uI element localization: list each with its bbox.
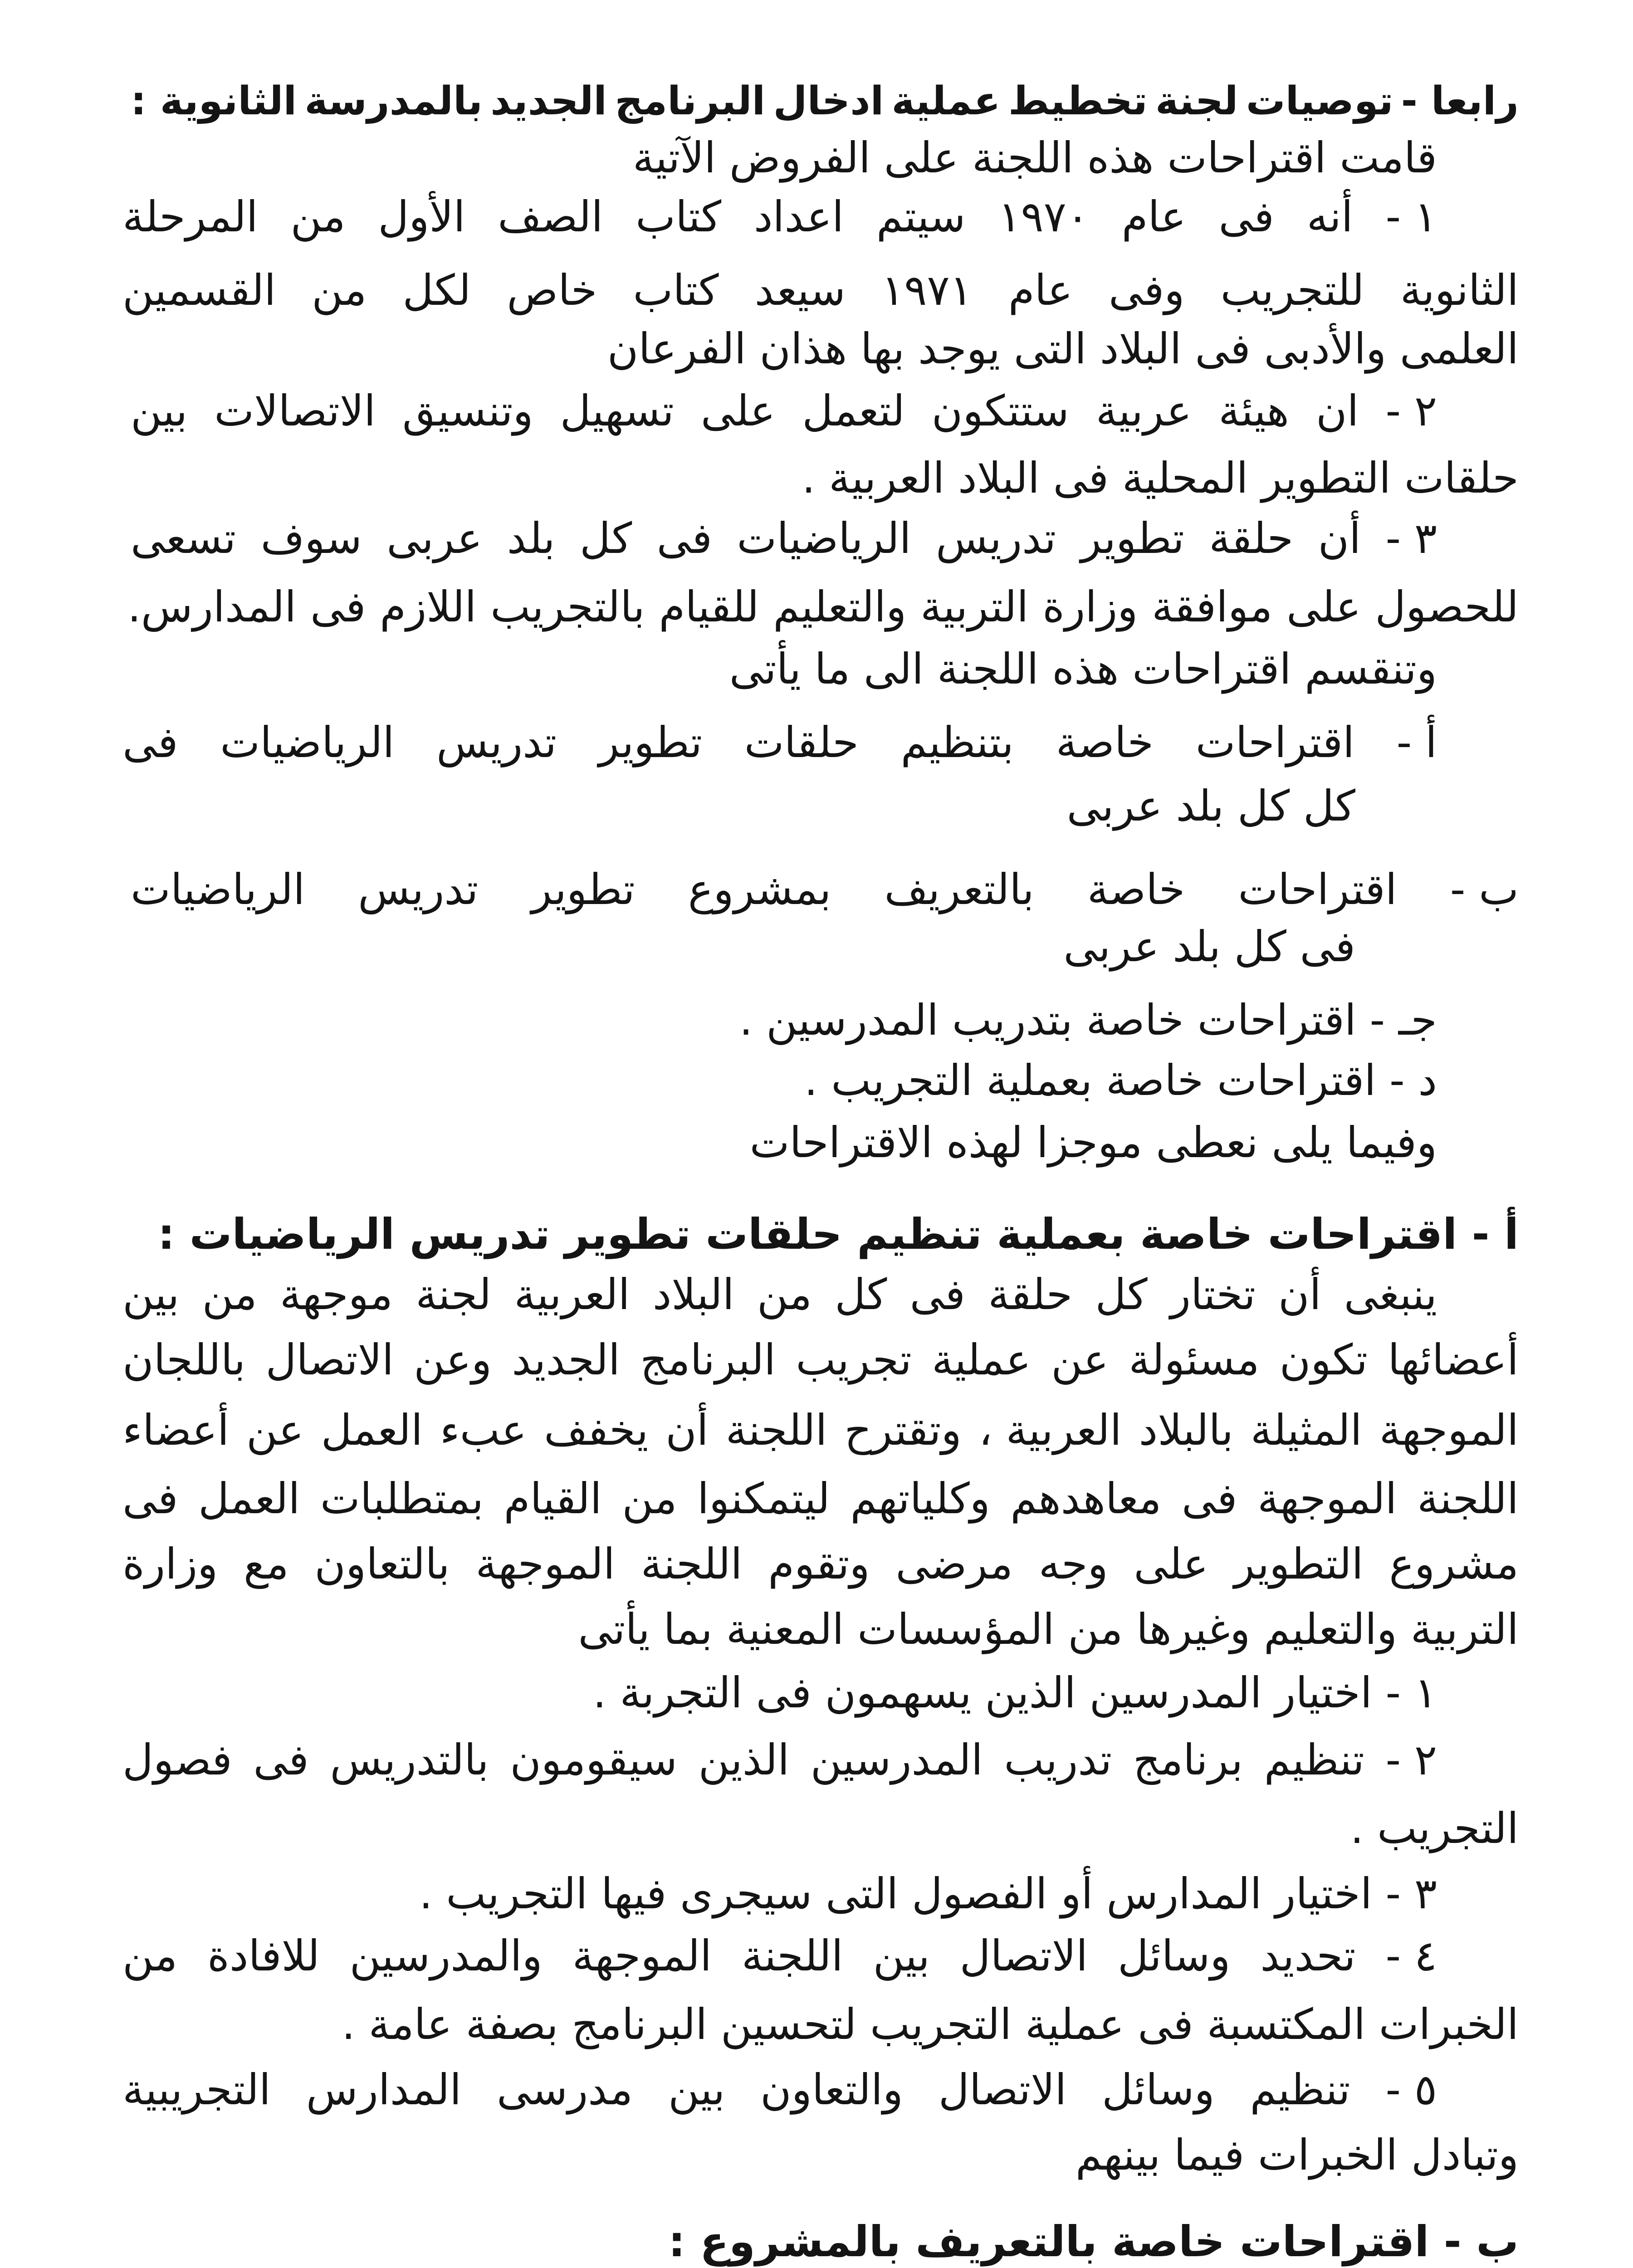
word: حلقة [988, 1270, 1073, 1320]
word: البلاد [652, 1270, 734, 1320]
word: فصول [122, 1735, 232, 1785]
word: أ - [1396, 718, 1437, 767]
section-a-item-4-line-1 [122, 1924, 1437, 1989]
divisions-intro: وتنقسم اقتراحات هذه اللجنة الى ما يأتى [729, 645, 1437, 694]
word: لجنة [416, 1270, 492, 1320]
word: وتنسيق [402, 386, 533, 436]
section-a-item-3: ٣ - اختيار المدارس أو الفصول التى سيجرى فيها التجريب . [419, 1869, 1437, 1919]
word: العربية ، [978, 1406, 1122, 1455]
division-a-line-2: كل كل بلد عربى [1066, 782, 1355, 831]
section-a-item-2-line-1 [122, 1728, 1437, 1793]
word: اللجنة [741, 1931, 843, 1981]
word: الجديد [490, 78, 607, 124]
word: الرياضيات [220, 718, 395, 767]
word: بالتدريس [330, 1735, 489, 1785]
section-a-paragraph-line-2 [122, 1328, 1519, 1393]
word: بالمدرسة [304, 78, 483, 124]
word: ٢ - [1385, 386, 1437, 436]
word: فى [253, 1735, 309, 1785]
word: ١٩٧١ [881, 266, 973, 315]
word: المثيلة [1250, 1406, 1362, 1455]
word: الصف [498, 192, 603, 242]
word: حلقة [1209, 514, 1294, 563]
word: للحصول [1375, 582, 1519, 632]
word: عربية [1095, 386, 1192, 436]
word: ادخال [773, 78, 884, 124]
word: ستتكون [931, 386, 1069, 436]
word: فى [122, 1474, 178, 1524]
word: لتعمل [802, 386, 905, 436]
word: عن [1051, 1335, 1109, 1385]
word: تخطيط [1008, 78, 1148, 124]
word: مشروع [1389, 1540, 1519, 1589]
word: على [700, 386, 776, 436]
word: لكل [402, 266, 471, 315]
word: وتقوم [768, 1540, 870, 1589]
section-a-item-4-line-2: الخبرات المكتسبة فى عملية التجريب لتحسين البرنامج بصفة عامة . [342, 2000, 1519, 2049]
word: معاهدهم [1010, 1474, 1162, 1524]
word: للافادة [207, 1931, 320, 1981]
word: المدارس. [127, 582, 297, 632]
section-a-item-5-line-1 [122, 2058, 1437, 2123]
word: بالبلاد [1139, 1406, 1233, 1455]
assumption-3-line-1 [131, 506, 1437, 572]
word: تدريب [1004, 1735, 1112, 1785]
word: فى [122, 718, 178, 767]
word: بتنظيم [900, 718, 1014, 767]
word: كل [835, 1270, 887, 1320]
word: ب - [1450, 865, 1519, 914]
assumption-2-line-2: حلقات التطوير المحلية فى البلاد العربية . [802, 454, 1519, 503]
word: عام [1121, 192, 1186, 242]
word: من [202, 1270, 257, 1320]
word: الموجهة [475, 1540, 615, 1589]
word: والمدرسين [349, 1931, 543, 1981]
word: الرياضيات [737, 514, 911, 563]
assumption-3-line-2 [127, 575, 1519, 640]
word: تطوير [1081, 514, 1184, 563]
word: عربى [386, 514, 483, 563]
word: من [312, 266, 367, 315]
division-a-line-1 [122, 710, 1437, 776]
word: من [290, 192, 346, 242]
word: والتعليم [773, 582, 907, 632]
word: أن [1278, 1270, 1321, 1320]
word: اللجنة [640, 1540, 743, 1589]
word: الاتصالات [214, 386, 376, 436]
word: تدريس [935, 514, 1056, 563]
word: موجهة [279, 1270, 393, 1320]
word: تسعى [131, 514, 236, 563]
word: وزارة [1042, 582, 1138, 632]
word: على [1286, 582, 1361, 632]
word: الموجهة [1257, 1474, 1397, 1524]
word: وسائل [1102, 2065, 1215, 2115]
word: اقتراحات [1238, 865, 1397, 914]
word: أن [1318, 514, 1361, 563]
word: المدرسين [810, 1735, 983, 1785]
word: وكلياتهم [850, 1474, 990, 1524]
section-a-paragraph-line-5 [122, 1532, 1519, 1597]
word: أعضاء [122, 1406, 230, 1455]
word: وزارة [122, 1540, 218, 1589]
word: الجديد [512, 1335, 620, 1385]
word: عملية [891, 78, 1001, 124]
word: الأول [378, 192, 465, 242]
word: لجنة [1155, 78, 1238, 124]
word: يخفف [544, 1406, 649, 1455]
word: وفى [1108, 266, 1185, 315]
word: خاص [507, 266, 597, 315]
section-a-heading: أ - اقتراحات خاصة بعملية تنظيم حلقات تطوير تدريس الرياضيات : [157, 1210, 1519, 1259]
division-d-line: د - اقتراحات خاصة بعملية التجريب . [804, 1056, 1437, 1105]
word: عملية [932, 1335, 1031, 1385]
word: سوف [260, 514, 362, 563]
section-a-item-1: ١ - اختيار المدرسين الذين يسهمون فى التجربة . [593, 1668, 1437, 1718]
section-a-item-5-line-2: وتبادل الخبرات فيما بينهم [1075, 2131, 1519, 2180]
word: تختار [1170, 1270, 1256, 1320]
word: رابعا - [1401, 78, 1519, 124]
word: خاصة [1056, 718, 1154, 767]
assumption-1-line-1 [122, 185, 1437, 250]
word: مع [243, 1540, 289, 1589]
word: العمل [321, 1406, 423, 1455]
word: العربية [514, 1270, 630, 1320]
division-b-line-2: فى كل بلد عربى [1063, 922, 1355, 972]
word: عبء [440, 1406, 527, 1455]
word: الثانوية : [131, 78, 297, 124]
section-4-intro: قامت اقتراحات هذه اللجنة على الفروض الآتية [632, 133, 1437, 183]
word: بين [668, 2065, 725, 2115]
section-a-paragraph-line-1 [122, 1262, 1437, 1328]
word: القسمين [122, 266, 276, 315]
section-a-paragraph-line-3 [122, 1398, 1519, 1463]
word: موافقة [1152, 582, 1273, 632]
division-b-line-1 [131, 857, 1519, 923]
section-a-paragraph-line-4 [122, 1466, 1519, 1532]
word: الذين [698, 1735, 790, 1785]
word: تنظيم [1250, 2065, 1350, 2115]
word: كل [580, 514, 632, 563]
word: من [622, 1474, 677, 1524]
word: بالتعريف [884, 865, 1034, 914]
word: ١ - [1385, 192, 1437, 242]
word: البرنامج [640, 1335, 776, 1385]
word: ٤ - [1385, 1931, 1437, 1981]
section-4-heading [131, 68, 1519, 134]
word: برنامج [1133, 1735, 1243, 1785]
word: تنظيم [1264, 1735, 1364, 1785]
word: من [757, 1270, 812, 1320]
word: تسهيل [560, 386, 674, 436]
word: الثانوية [1400, 266, 1519, 315]
word: كتاب [636, 192, 722, 242]
word: أعضائها [1388, 1335, 1519, 1385]
word: حلقات [744, 718, 859, 767]
assumption-1-line-3: العلمى والأدبى فى البلاد التى يوجد بها هذان الفرعان [607, 324, 1519, 374]
word: المدارس [306, 2065, 462, 2115]
word: ينبغى [1344, 1270, 1437, 1320]
word: ٥ - [1385, 2065, 1437, 2115]
word: وعن [414, 1335, 492, 1385]
word: فى [1218, 192, 1274, 242]
word: وتقترح [844, 1406, 962, 1455]
word: بين [131, 386, 188, 436]
word: أنه [1306, 192, 1353, 242]
word: وسائل [1117, 1931, 1231, 1981]
word: تجريب [796, 1335, 912, 1385]
word: فى [656, 514, 713, 563]
word: مرضى [895, 1540, 1013, 1589]
word: عن [246, 1406, 304, 1455]
word: سيعد [754, 266, 846, 315]
section-a-paragraph-line-6: التربية والتعليم وغيرها من المؤسسات المعنية بما يأتى [578, 1605, 1519, 1654]
section-a-item-2-line-2: التجريب . [1350, 1804, 1519, 1853]
word: اعداد [753, 192, 844, 242]
word: أن [665, 1406, 709, 1455]
word: القيام [504, 1474, 602, 1524]
word: اللجنة [1417, 1474, 1519, 1524]
word: توصيات [1246, 78, 1393, 124]
word: ١٩٧٠ [998, 192, 1089, 242]
section-b-heading: ب - اقتراحات خاصة بالتعريف بالمشروع : [668, 2217, 1519, 2267]
word: بمتطلبات [320, 1474, 484, 1524]
word: تدريس [358, 865, 479, 914]
word: العمل [198, 1474, 300, 1524]
word: كل [1095, 1270, 1148, 1320]
word: ٢ - [1385, 1735, 1437, 1785]
word: للتجريب [1220, 266, 1364, 315]
word: للقيام [659, 582, 759, 632]
division-c-line: جـ - اقتراحات خاصة بتدريب المدرسين . [739, 996, 1437, 1045]
word: مسئولة [1129, 1335, 1260, 1385]
assumption-2-line-1 [131, 379, 1437, 444]
word: من [122, 1931, 178, 1981]
word: التجريبية [122, 2065, 271, 2115]
word: والتعاون [760, 2065, 903, 2115]
word: بين [122, 1270, 180, 1320]
word: ٣ - [1385, 514, 1437, 563]
word: فى [310, 582, 366, 632]
word: اللازم [380, 582, 477, 632]
word: الاتصال [938, 2065, 1067, 2115]
word: ان [1315, 386, 1359, 436]
word: بمشروع [688, 865, 831, 914]
word: اقتراحات [1195, 718, 1355, 767]
word: خاصة [1087, 865, 1185, 914]
word: بالتجريب [490, 582, 645, 632]
word: الموجهة [572, 1931, 712, 1981]
word: مدرسى [497, 2065, 633, 2115]
word: تطوير [531, 865, 635, 914]
summary-intro: وفيما يلى نعطى موجزا لهذه الاقتراحات [749, 1118, 1437, 1168]
word: سيقومون [510, 1735, 678, 1785]
assumption-1-line-2 [122, 258, 1519, 323]
word: الاتصال [959, 1931, 1088, 1981]
word: ليتمكنوا [697, 1474, 830, 1524]
word: الاتصال [265, 1335, 394, 1385]
word: على [1134, 1540, 1208, 1589]
word: بلد [507, 514, 555, 563]
word: باللجان [122, 1335, 246, 1385]
word: تطوير [598, 718, 703, 767]
word: هيئة [1218, 386, 1289, 436]
word: البرنامج [615, 78, 766, 124]
word: فى [909, 1270, 966, 1320]
word: الموجهة [1379, 1406, 1519, 1455]
word: بين [873, 1931, 930, 1981]
word: تحديد [1260, 1931, 1356, 1981]
word: الرياضيات [131, 865, 305, 914]
word: بالتعاون [314, 1540, 450, 1589]
word: سيتم [876, 192, 966, 242]
word: اللجنة [725, 1406, 827, 1455]
word: عام [1008, 266, 1073, 315]
word: وجه [1038, 1540, 1108, 1589]
word: تدريس [436, 718, 557, 767]
word: التطوير [1234, 1540, 1364, 1589]
word: التربية [920, 582, 1029, 632]
word: كتاب [633, 266, 719, 315]
word: فى [1182, 1474, 1237, 1524]
word: المرحلة [122, 192, 258, 242]
word: تكون [1279, 1335, 1368, 1385]
